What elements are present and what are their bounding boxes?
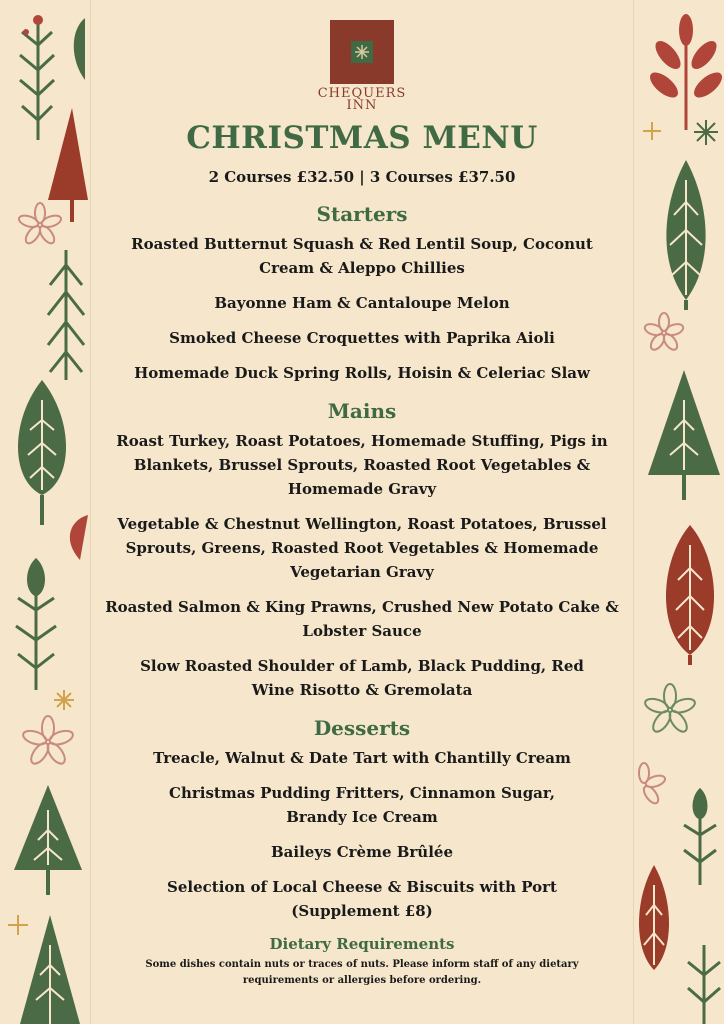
chequers-logo-icon — [330, 20, 394, 84]
menu-content — [92, 0, 632, 989]
flower-icon — [643, 684, 696, 735]
menu-item: Selection of Local Cheese & Biscuits with Port (Supplement £8) — [167, 878, 557, 920]
menu-item: Treacle, Walnut & Date Tart with Chantilly Cream — [153, 749, 571, 767]
dietary-note: Some dishes contain nuts or traces of nuts. Please inform staff of any dietary requirements or allergies before ordering. — [145, 959, 579, 986]
branch-icon — [20, 20, 54, 140]
menu-item: Roasted Butternut Squash & Red Lentil Soup, Coconut Cream & Aleppo Chillies — [131, 235, 593, 277]
brand-subtitle: INN — [346, 98, 378, 113]
flower-icon — [643, 313, 684, 352]
flower-icon — [21, 716, 74, 767]
fern-icon — [684, 790, 716, 885]
menu-item: Baileys Crème Brûlée — [270, 843, 453, 861]
menu-item: Smoked Cheese Croquettes with Paprika Aioli — [169, 329, 555, 347]
fern-icon — [48, 250, 84, 380]
menu-item: Roasted Salmon & King Prawns, Crushed New Potato Cake & Lobster Sauce — [105, 598, 619, 640]
menu-item: Bayonne Ham & Cantaloupe Melon — [214, 294, 510, 312]
page-title: CHRISTMAS MENU — [186, 120, 538, 156]
dietary-heading: Dietary Requirements — [269, 935, 455, 953]
menu-item: Homemade Duck Spring Rolls, Hoisin & Celeriac Slaw — [134, 364, 590, 382]
menu-item: Vegetable & Chestnut Wellington, Roast Potatoes, Brussel Sprouts, Greens, Roasted Root Vegetables & Homemade Vegetarian Gravy — [117, 515, 607, 581]
starters-heading: Starters — [316, 202, 408, 226]
menu-item: Christmas Pudding Fritters, Cinnamon Sugar, Brandy Ice Cream — [169, 784, 555, 826]
red-leaf-branch-icon — [646, 14, 724, 130]
left-divider — [90, 0, 91, 1024]
brand-name: CHEQUERS — [317, 86, 407, 101]
flower-icon — [18, 203, 63, 246]
left-tree-border — [0, 0, 90, 1024]
red-tree-icon — [48, 108, 88, 200]
right-tree-border — [634, 0, 724, 1024]
desserts-heading: Desserts — [313, 716, 411, 740]
course-prices: 2 Courses £32.50 | 3 Courses £37.50 — [208, 168, 516, 186]
mains-heading: Mains — [327, 399, 397, 423]
star-icon — [643, 122, 661, 140]
star-icon — [54, 690, 74, 710]
menu-item: Slow Roasted Shoulder of Lamb, Black Pudding, Red Wine Risotto & Gremolata — [140, 657, 584, 699]
menu-item: Roast Turkey, Roast Potatoes, Homemade Stuffing, Pigs in Blankets, Brussel Sprouts, Roasted Root Vegetables & Homemade Gravy — [116, 432, 608, 498]
